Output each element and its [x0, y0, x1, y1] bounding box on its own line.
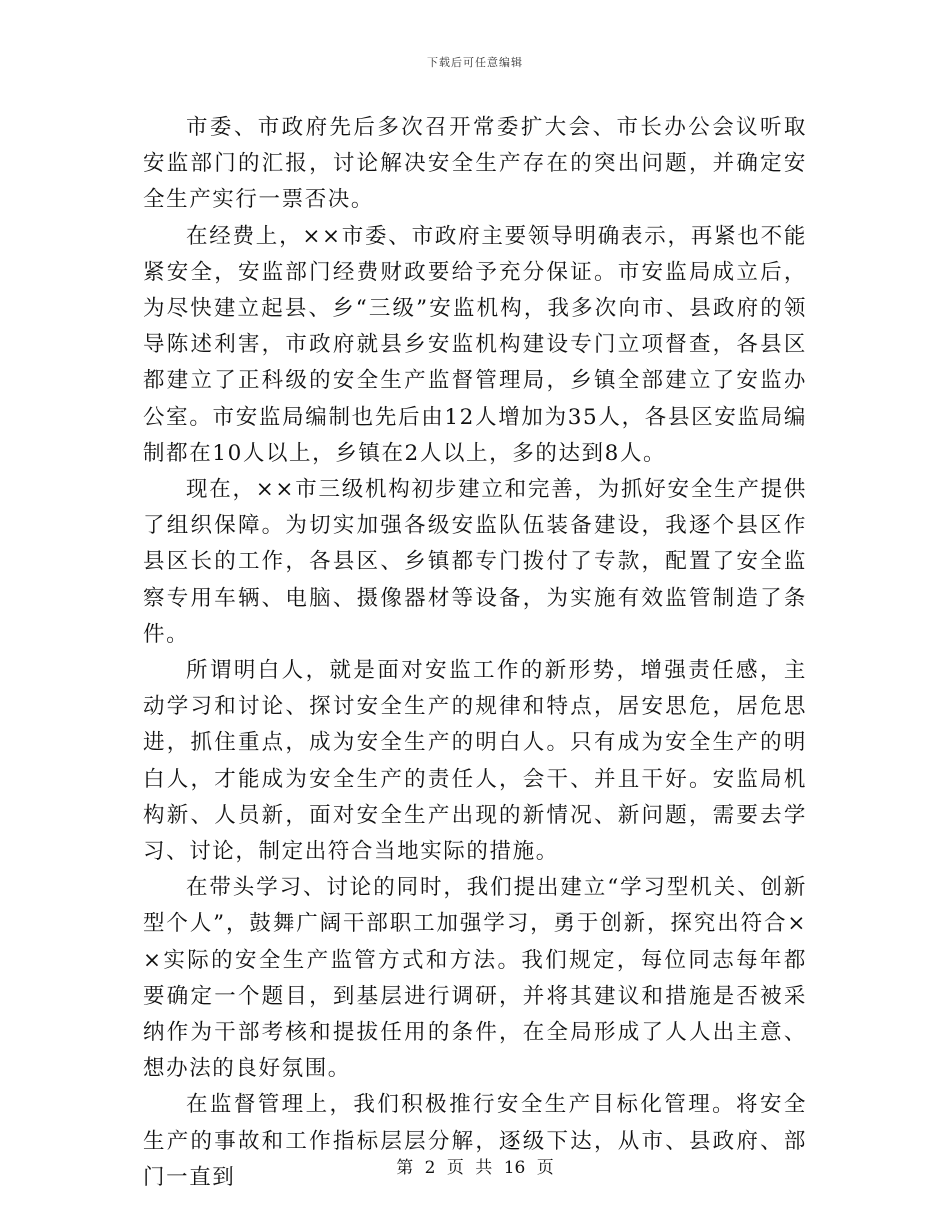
paragraph: 现在，××市三级机构初步建立和完善，为抓好安全生产提供了组织保障。为切实加强各级安监队伍装备建设，我逐个县区作县区长的工作，各县区、乡镇都专门拨付了专款，配置了安全监察专用车辆、电脑、摄像器材等设备，为实施有效监管制造了条件。	[143, 477, 807, 647]
paragraph: 在带头学习、讨论的同时，我们提出建立“学习型机关、创新型个人”，鼓舞广阔干部职工加强学习，勇于创新，探究出符合××实际的安全生产监管方式和方法。我们规定，每位同志每年都要确定一个题目，到基层进行调研，并将其建议和措施是否被采纳作为干部考核和提拔任用的条件，在全局形成了人人出主意、想办法的良好氛围。	[143, 875, 807, 1082]
paragraph: 在经费上，××市委、市政府主要领导明确表示，再紧也不能紧安全，安监部门经费财政要给予充分保证。市安监局成立后，为尽快建立起县、乡“三级”安监机构，我多次向市、县政府的领导陈述利害，市政府就县乡安监机构建设专门立项督查，各县区都建立了正科级的安全生产监督管理局，乡镇全部建立了安监办公室。市安监局编制也先后由12人增加为35人，各县区安监局编制都在10人以上，乡镇在2人以上，多的达到8人。	[143, 223, 807, 466]
paragraph: 所谓明白人，就是面对安监工作的新形势，增强责任感，主动学习和讨论、探讨安全生产的规律和特点，居安思危，居危思进，抓住重点，成为安全生产的明白人。只有成为安全生产的明白人，才能成为安全生产的责任人，会干、并且干好。安监局机构新、人员新，面对安全生产出现的新情况、新问题，需要去学习、讨论，制定出符合当地实际的措施。	[143, 658, 807, 865]
page-header-note: 下载后可任意编辑	[427, 56, 523, 69]
paragraph: 在监督管理上，我们积极推行安全生产目标化管理。将安全生产的事故和工作指标层层分解，逐级下达，从市、县政府、部门一直到	[143, 1092, 807, 1190]
document-body	[143, 110, 807, 1196]
paragraph: 市委、市政府先后多次召开常委扩大会、市长办公会议听取安监部门的汇报，讨论解决安全生产存在的突出问题，并确定安全生产实行一票否决。	[143, 115, 807, 213]
page-number-footer: 第 2 页 共 16 页	[396, 1158, 554, 1178]
